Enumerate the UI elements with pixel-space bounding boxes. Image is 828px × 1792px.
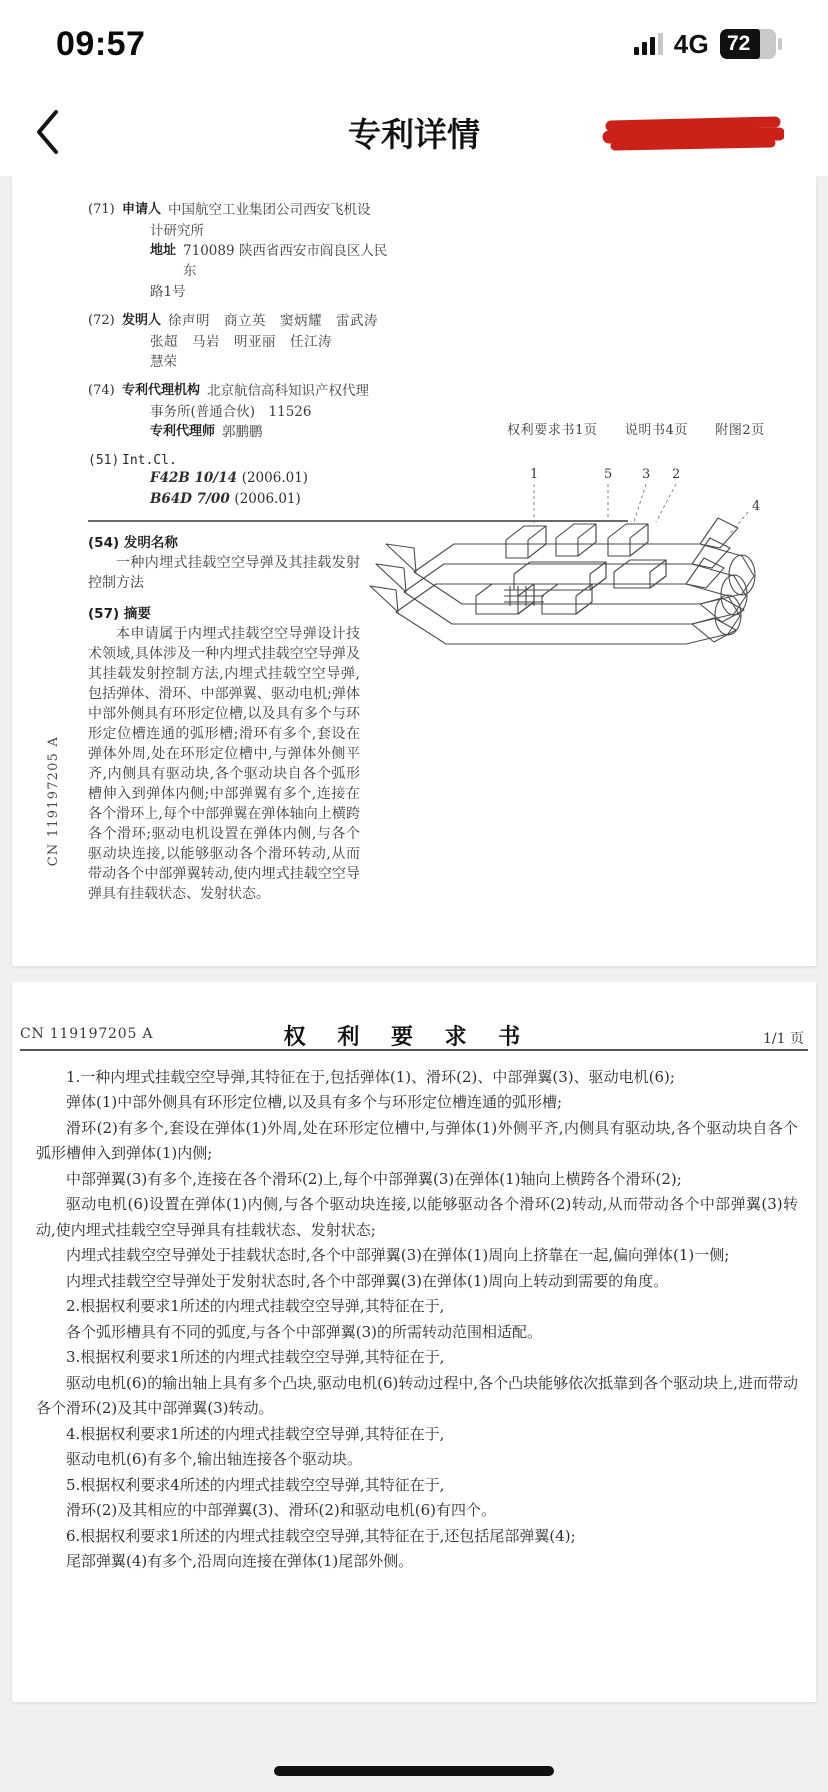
biblio-row-applicant (88, 200, 388, 220)
redaction-mark (601, 110, 784, 154)
biblio-agency-cont: 事务所(普通合伙) 11526 (150, 404, 312, 420)
invention-title-text: 一种内埋式挂载空空导弹及其挂载发射控制方法 (88, 555, 360, 591)
claims-publication-number: CN 119197205 A (20, 1026, 154, 1042)
claims-header (12, 982, 816, 1050)
biblio-row-inventors (88, 311, 388, 331)
biblio-label: 专利代理机构 (122, 383, 201, 398)
biblio-inventors-cont-1: 张超 马岩 明亚丽 任江涛 (150, 334, 332, 350)
nav-bar (0, 88, 828, 176)
claim-paragraph: 6.根据权利要求1所述的内埋式挂载空空导弹,其特征在于,还包括尾部弹翼(4); (66, 1526, 576, 1545)
claim-paragraph: 滑环(2)有多个,套设在弹体(1)外周,处在环形定位槽中,与弹体(1)外侧平齐,内侧具有驱动块,各个驱动块自各个弧形槽伸入到弹体(1)内侧; (36, 1118, 798, 1162)
figure-callout-5: 5 (604, 467, 613, 482)
claim-paragraph: 内埋式挂载空空导弹处于发射状态时,各个中部弹翼(3)在弹体(1)周向上转动到需要的角度。 (66, 1271, 669, 1290)
patent-figure (356, 444, 786, 744)
biblio-code: (71) (88, 202, 115, 217)
abstract-label: 摘要 (123, 606, 151, 622)
biblio-value: 北京航信高科知识产权代理 (207, 383, 370, 399)
chevron-left-icon (35, 109, 61, 155)
claim-paragraph: 5.根据权利要求4所述的内埋式挂载空空导弹,其特征在于, (66, 1475, 445, 1494)
claim-paragraph: 1.一种内埋式挂载空空导弹,其特征在于,包括弹体(1)、滑环(2)、中部弹翼(3)、驱动电机(6); (66, 1067, 675, 1086)
document-scroll-area[interactable] (0, 176, 828, 1792)
battery-percent-label: 72 (727, 32, 751, 55)
biblio-code: (72) (88, 313, 115, 328)
figure-callout-3: 3 (642, 467, 651, 482)
ipc-classification: B64D 7/00 (150, 491, 230, 507)
ipc-edition: (2006.01) (234, 491, 301, 507)
claims-text-body (12, 1051, 816, 1575)
vertical-publication-number: CN 119197205 A (46, 736, 61, 867)
biblio-value: 徐声明 商立英 窦炳耀 雷武涛 (168, 313, 379, 329)
biblio-row-address (88, 241, 388, 281)
claim-paragraph: 驱动电机(6)设置在弹体(1)内侧,与各个驱动块连接,以能够驱动各个滑环(2)转动,从而带动各个中部弹翼(3)转动,使内埋式挂载空空导弹具有挂载状态、发射状态; (36, 1195, 798, 1239)
battery-icon (720, 29, 782, 59)
biblio-label: 申请人 (122, 202, 162, 217)
claim-paragraph: 驱动电机(6)有多个,输出轴连接各个驱动块。 (66, 1450, 363, 1468)
bibliographic-block (88, 194, 388, 510)
claim-paragraph: 尾部弹翼(4)有多个,沿周向连接在弹体(1)尾部外侧。 (66, 1552, 414, 1570)
invention-title-code: (54) (88, 535, 120, 551)
biblio-value: 郭鹏鹏 (222, 424, 263, 440)
patent-front-page (12, 176, 816, 966)
ipc-label: Int.Cl. (122, 453, 177, 468)
claim-paragraph: 各个弧形槽具有不同的弧度,与各个中部弹翼(3)的所需转动范围相适配。 (66, 1322, 543, 1341)
claim-paragraph: 2.根据权利要求1所述的内埋式挂载空空导弹,其特征在于, (66, 1297, 445, 1315)
ipc-code: (51) (88, 453, 120, 468)
network-type-label: 4G (673, 28, 709, 59)
biblio-address-cont: 路1号 (150, 284, 186, 300)
claim-paragraph: 3.根据权利要求1所述的内埋式挂载空空导弹,其特征在于, (66, 1348, 445, 1366)
figure-callout-1: 1 (530, 467, 539, 482)
claims-page-number: 1/1 页 (763, 1031, 804, 1047)
biblio-label: 专利代理师 (150, 424, 216, 439)
status-indicators (634, 29, 782, 60)
ipc-header (88, 453, 388, 468)
biblio-label: 地址 (150, 243, 177, 258)
ipc-item (150, 468, 388, 489)
ipc-item (150, 489, 388, 510)
cellular-signal-icon (634, 33, 663, 55)
claim-paragraph: 滑环(2)及其相应的中部弹翼(3)、滑环(2)和驱动电机(6)有四个。 (66, 1501, 496, 1519)
biblio-value: 710089 陕西省西安市阎良区人民东 (183, 243, 388, 279)
figure-callout-4: 4 (752, 499, 761, 514)
status-clock: 09:57 (56, 24, 146, 63)
biblio-applicant-cont: 计研究所 (150, 223, 204, 239)
biblio-inventors-cont-2: 慧荣 (150, 354, 177, 370)
claim-paragraph: 弹体(1)中部外侧具有环形定位槽,以及具有多个与环形定位槽连通的弧形槽; (66, 1093, 563, 1111)
back-button[interactable] (0, 88, 96, 176)
biblio-code: (74) (88, 383, 115, 398)
page-title: 专利详情 (348, 114, 480, 154)
claim-paragraph: 内埋式挂载空空导弹处于挂载状态时,各个中部弹翼(3)在弹体(1)周向上挤靠在一起,偏向弹体(1)一侧; (66, 1246, 730, 1264)
abstract-text: 本申请属于内埋式挂载空空导弹设计技术领域,具体涉及一种内埋式挂载空空导弹及其挂载发射控制方法,内埋式挂载空空导弹,包括弹体、滑环、中部弹翼、驱动电机;弹体中部外侧具有环形定位槽,以及具有多个与环形定位槽连通的弧形槽;滑环有多个,套设在弹体外周,处在环形定位槽中,与弹体外侧平齐,内侧具有驱动块,各个驱动块自各个弧形槽伸入到弹体内侧;中部弹翼有多个,连接在各个滑环上,每个中部弹翼在弹体轴向上横跨各个滑环;驱动电机设置在弹体内侧,与各个驱动块连接,以能够驱动各个滑环转动,从而带动各个中部弹翼转动,使内埋式挂载空空导弹具有挂载状态、发射状态。 (88, 626, 360, 902)
home-indicator[interactable] (274, 1766, 554, 1776)
claim-paragraph: 4.根据权利要求1所述的内埋式挂载空空导弹,其特征在于, (66, 1424, 445, 1443)
ipc-classification: F42B 10/14 (150, 470, 237, 486)
status-bar (0, 0, 828, 88)
claims-section-title: 权 利 要 求 书 (283, 1025, 533, 1050)
patent-claims-page (12, 982, 816, 1702)
biblio-row-agency (88, 381, 388, 401)
figure-callout-2: 2 (672, 467, 681, 482)
biblio-value: 中国航空工业集团公司西安飞机设 (168, 202, 371, 218)
biblio-row-agent (88, 422, 388, 442)
document-counts-line: 权利要求书1页 说明书4页 附图2页 (507, 423, 765, 438)
biblio-label: 发明人 (122, 313, 162, 328)
abstract-code: (57) (88, 606, 120, 622)
invention-title-label: 发明名称 (123, 535, 178, 551)
claim-paragraph: 中部弹翼(3)有多个,连接在各个滑环(2)上,每个中部弹翼(3)在弹体(1)轴向上横跨各个滑环(2); (66, 1169, 682, 1188)
ipc-edition: (2006.01) (241, 470, 309, 486)
claim-paragraph: 驱动电机(6)的输出轴上具有多个凸块,驱动电机(6)转动过程中,各个凸块能够依次抵靠到各个驱动块上,进而带动各个滑环(2)及其中部弹翼(3)转动。 (36, 1373, 798, 1417)
